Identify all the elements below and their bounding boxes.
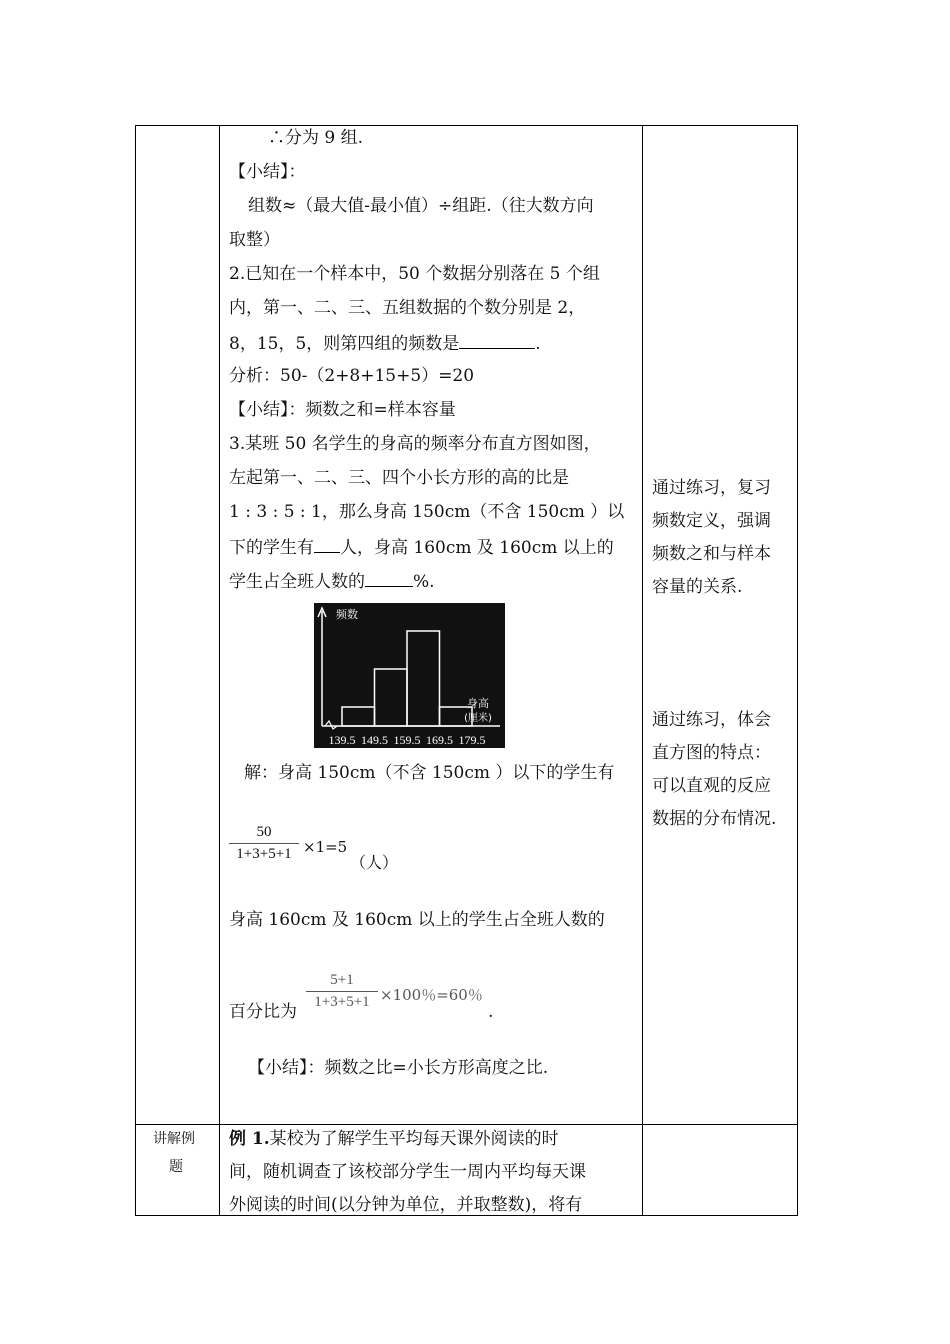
- histogram-image: [314, 603, 505, 748]
- example-line: [229, 1129, 559, 1149]
- x-axis-label-1: 身高: [467, 697, 489, 710]
- y-axis-label: 频数: [336, 608, 358, 621]
- note-line: 容量的关系.: [652, 577, 743, 597]
- solution-line-2: 身高 160cm 及 160cm 以上的学生占全班人数的: [229, 910, 605, 930]
- text-line: 内，第一、二、三、五组数据的个数分别是 2，: [229, 298, 586, 318]
- unit-label: （人）: [350, 853, 399, 872]
- fraction-2-tail: ×100％=60％: [380, 986, 483, 1004]
- period: .: [488, 1002, 494, 1022]
- answer-blank: [365, 570, 413, 587]
- note-line: 频数定义，强调: [652, 511, 771, 531]
- fraction-1-denominator: 1+3+5+1: [236, 846, 292, 862]
- row-label: 讲解例: [153, 1131, 195, 1147]
- note-line: 频数之和与样本: [652, 544, 771, 564]
- row-label: 题: [169, 1159, 183, 1175]
- row-divider: [136, 1124, 797, 1125]
- text-segment: 人，身高 160cm 及 160cm 以上的: [340, 538, 614, 558]
- histogram-bar: [407, 631, 440, 726]
- histogram-bar: [375, 669, 408, 726]
- percent-prefix: 百分比为: [229, 1002, 297, 1022]
- x-tick-label: 149.5: [361, 733, 388, 747]
- text-segment: %.: [413, 572, 435, 592]
- x-axis-label-2: (厘米): [464, 713, 492, 724]
- example-label: 例 1.: [229, 1129, 270, 1149]
- fraction-1-tail: ×1=5: [303, 838, 348, 856]
- note-line: 直方图的特点：: [652, 743, 771, 763]
- text-line: ∴分为 9 组.: [268, 128, 364, 148]
- text-line: 1 : 3 : 5 : 1，那么身高 150cm（不含 150cm ）以: [229, 502, 625, 522]
- example-line: 间，随机调查了该校部分学生一周内平均每天课: [229, 1162, 586, 1182]
- column-divider-2: [642, 126, 643, 1215]
- x-tick-label: 169.5: [426, 733, 453, 747]
- fraction-2: [306, 972, 378, 1011]
- histogram-chart: [314, 603, 505, 748]
- answer-blank: [314, 536, 340, 553]
- note-line: 通过练习，体会: [652, 710, 771, 730]
- column-divider-1: [219, 126, 220, 1215]
- text-segment: 某校为了解学生平均每天课外阅读的时: [269, 1129, 559, 1149]
- text-segment: 下的学生有: [229, 538, 314, 558]
- text-segment: 8，15，5，则第四组的频数是: [229, 334, 460, 354]
- text-line: [229, 536, 614, 558]
- x-tick-label: 159.5: [393, 733, 421, 747]
- note-line: 可以直观的反应: [652, 776, 771, 796]
- fraction-1: [229, 824, 299, 863]
- text-line: 左起第一、二、三、四个小长方形的高的比是: [229, 468, 569, 488]
- text-segment: 学生占全班人数的: [229, 572, 365, 592]
- summary-line-ratio: 【小结】：频数之比=小长方形高度之比.: [248, 1058, 549, 1078]
- summary-line: 【小结】：频数之和=样本容量: [229, 400, 456, 420]
- x-tick-label: 139.5: [328, 733, 356, 747]
- question-3: 3.某班 50 名学生的身高的频率分布直方图如图，: [229, 434, 601, 454]
- histogram-bar: [342, 707, 375, 726]
- solution-line-1: 解：身高 150cm（不含 150cm ）以下的学生有: [244, 763, 615, 783]
- text-line: [229, 570, 435, 592]
- answer-blank: [459, 332, 535, 349]
- text-line: 组数≈（最大值-最小值）÷组距.（往大数方向: [248, 196, 594, 216]
- summary-heading: 【小结】：: [229, 162, 306, 182]
- note-line: 通过练习，复习: [652, 478, 771, 498]
- axis-break: [325, 721, 337, 729]
- text-line: 8，15，5，则第四组的频数是 .: [229, 334, 541, 354]
- note-line: 数据的分布情况.: [652, 809, 777, 829]
- x-tick-label: 179.5: [458, 733, 486, 747]
- fraction-2-denominator: 1+3+5+1: [314, 994, 370, 1010]
- fraction-1-numerator: 50: [256, 824, 272, 840]
- text-line: 取整）: [229, 230, 280, 250]
- example-line: 外阅读的时间(以分钟为单位，并取整数)，将有: [229, 1195, 583, 1215]
- analysis-line: 分析：50-（2+8+15+5）=20: [229, 366, 475, 386]
- question-2: 2.已知在一个样本中，50 个数据分别落在 5 个组: [229, 264, 600, 284]
- fraction-2-numerator: 5+1: [330, 972, 354, 988]
